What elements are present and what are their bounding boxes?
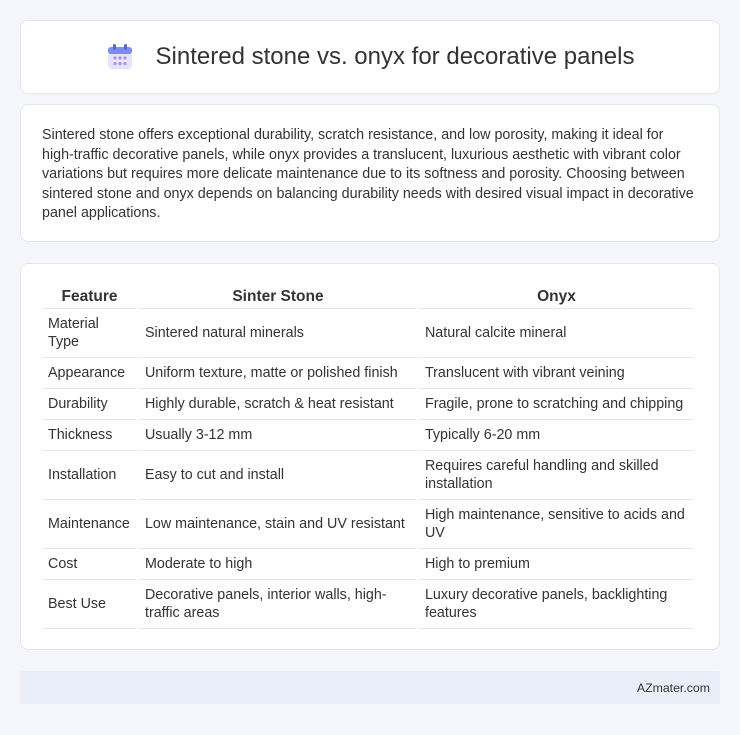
table-row <box>42 549 694 580</box>
page-title <box>106 43 635 71</box>
onyx-cell: Natural calcite mineral <box>419 309 694 358</box>
onyx-cell: Fragile, prone to scratching and chipping <box>419 389 694 420</box>
table-row <box>42 580 694 629</box>
table-row <box>42 309 694 358</box>
header-feature: Feature <box>42 284 137 309</box>
table-row <box>42 500 694 549</box>
feature-cell: Thickness <box>42 420 137 451</box>
comparison-table <box>40 284 696 629</box>
sinter-cell: Easy to cut and install <box>139 451 417 500</box>
sinter-cell: Highly durable, scratch & heat resistant <box>139 389 417 420</box>
header-sinter-stone: Sinter Stone <box>139 284 417 309</box>
onyx-cell: Luxury decorative panels, backlighting features <box>419 580 694 629</box>
table-header-row <box>42 284 694 309</box>
feature-cell: Maintenance <box>42 500 137 549</box>
comparison-card <box>20 263 720 650</box>
sinter-cell: Moderate to high <box>139 549 417 580</box>
sinter-cell: Low maintenance, stain and UV resistant <box>139 500 417 549</box>
sinter-cell: Decorative panels, interior walls, high-traffic areas <box>139 580 417 629</box>
summary-card <box>20 104 720 242</box>
onyx-cell: High to premium <box>419 549 694 580</box>
calendar-icon <box>106 43 134 71</box>
feature-cell: Best Use <box>42 580 137 629</box>
footer-brand: AZmater.com <box>636 680 710 695</box>
feature-cell: Appearance <box>42 358 137 389</box>
feature-cell: Installation <box>42 451 137 500</box>
table-row <box>42 451 694 500</box>
header-onyx: Onyx <box>419 284 694 309</box>
page-title-text: Sintered stone vs. onyx for decorative panels <box>155 43 635 70</box>
footer-bar <box>20 671 720 704</box>
sinter-cell: Uniform texture, matte or polished finish <box>139 358 417 389</box>
summary-text: Sintered stone offers exceptional durability, scratch resistance, and low porosity, making it ideal for high-traffic decorative panels, while onyx provides a translucent, luxurious aesthetic with vibrant color variations but requires more delicate maintenance due to its softness and porosity. Choosing between sintered stone and onyx depends on balancing durability needs with desired visual impact in decorative panel applications. <box>42 127 694 222</box>
sinter-cell: Sintered natural minerals <box>139 309 417 358</box>
sinter-cell: Usually 3-12 mm <box>139 420 417 451</box>
table-row <box>42 358 694 389</box>
onyx-cell: Translucent with vibrant veining <box>419 358 694 389</box>
table-row <box>42 420 694 451</box>
feature-cell: Cost <box>42 549 137 580</box>
table-row <box>42 389 694 420</box>
title-card <box>20 20 720 94</box>
onyx-cell: Typically 6-20 mm <box>419 420 694 451</box>
feature-cell: Material Type <box>42 309 137 358</box>
onyx-cell: Requires careful handling and skilled installation <box>419 451 694 500</box>
onyx-cell: High maintenance, sensitive to acids and UV <box>419 500 694 549</box>
feature-cell: Durability <box>42 389 137 420</box>
